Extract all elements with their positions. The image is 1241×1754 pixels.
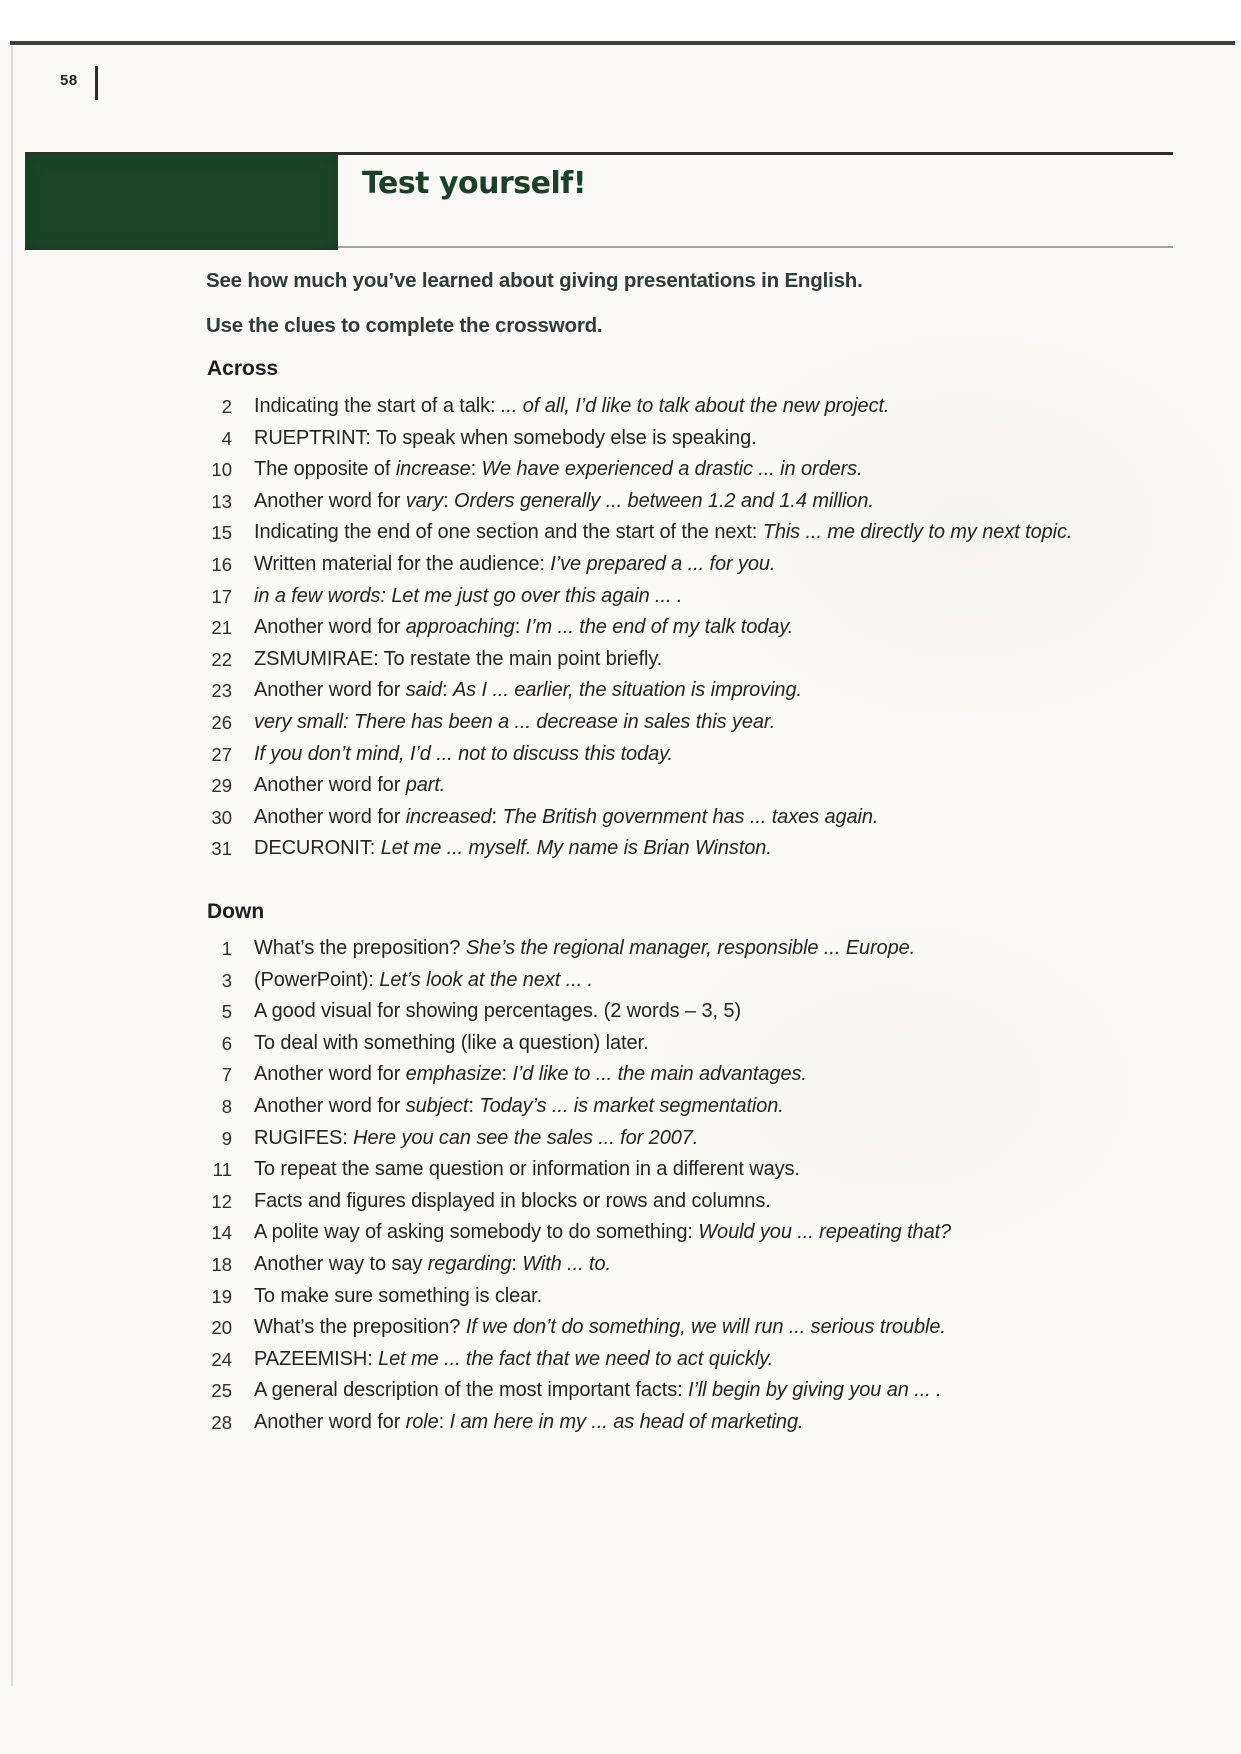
page-number: 58 [60,72,78,89]
clue-text: To deal with something (like a question) later. [254,1031,649,1054]
clue-number: 26 [211,711,232,733]
clue-row [206,802,1072,834]
across-clues [206,391,1072,865]
clue-text: A polite way of asking somebody to do something: Would you ... repeating that? [254,1221,952,1244]
clue-number: 3 [221,969,232,991]
clue-number: 22 [211,648,232,670]
clue-number: 2 [221,396,232,417]
title-band-green-box [25,153,338,250]
clue-number: 17 [211,585,232,607]
clue-text: Indicating the end of one section and the start of the next: This ... me directly to my next topic. [254,521,1073,544]
clue-row [206,965,951,997]
clue-text: Facts and figures displayed in blocks or rows and columns. [254,1189,771,1212]
clue-number: 18 [211,1253,232,1275]
clue-row [206,1217,951,1249]
clue-number: 8 [221,1095,232,1117]
clue-number: 9 [221,1127,232,1149]
clue-text: Written material for the audience: I’ve prepared a ... for you. [254,552,776,575]
clue-text: If you don’t mind, I’d ... not to discuss this today. [254,742,673,765]
clue-row [206,996,951,1028]
clue-text: in a few words: Let me just go over this again ... . [254,584,683,607]
clue-row [206,707,1072,739]
clue-text: The opposite of increase: We have experienced a drastic ... in orders. [254,458,863,481]
clue-text: Another word for subject: Today’s ... is market segmentation. [254,1094,784,1117]
clue-row [206,739,1072,771]
clue-row [206,1281,951,1313]
clue-number: 25 [211,1380,232,1402]
clue-number: 10 [211,459,232,481]
clue-row [206,675,1072,707]
clue-text: To make sure something is clear. [254,1284,543,1307]
down-heading: Down [207,900,265,923]
clue-row [206,1059,951,1091]
clue-number: 14 [211,1222,232,1244]
clue-number: 1 [221,938,232,959]
clue-text: Another word for part. [254,774,446,797]
clue-number: 16 [211,553,232,575]
clue-row [206,1407,951,1439]
clue-number: 6 [221,1032,232,1054]
clue-row [206,581,1072,613]
clue-row [206,1091,951,1123]
clue-row [206,549,1072,581]
page-edge-line [11,46,13,1686]
clue-text: DECURONIT: Let me ... myself. My name is Brian Winston. [254,837,772,860]
clue-text: Indicating the start of a talk: ... of all, I’d like to talk about the new project. [254,395,890,417]
clue-number: 5 [221,1001,232,1023]
clue-row [206,933,951,965]
clue-number: 21 [211,617,232,639]
top-rule [10,41,1235,45]
intro-line-2: Use the clues to complete the crossword. [206,314,603,337]
clue-number: 31 [211,838,232,860]
clue-row [206,1123,951,1155]
down-clues [206,933,951,1439]
clue-row [206,391,1072,423]
clue-number: 30 [211,806,232,828]
clue-number: 20 [211,1317,232,1339]
clue-text: What’s the preposition? She’s the regional manager, responsible ... Europe. [254,937,916,959]
clue-text: Another word for role: I am here in my ... as head of marketing. [254,1410,804,1433]
clue-number: 13 [211,490,232,512]
page-title: Test yourself! [362,166,587,201]
clue-row [206,454,1072,486]
clue-text: To repeat the same question or information in a different ways. [254,1158,800,1181]
clue-text: Another word for vary: Orders generally ... between 1.2 and 1.4 million. [254,489,874,512]
clue-row [206,423,1072,455]
clue-number: 12 [211,1190,232,1212]
clue-number: 27 [211,743,232,765]
clue-row [206,770,1072,802]
clue-text: A general description of the most important facts: I’ll begin by giving you an ... . [254,1379,942,1402]
scan-top-margin [0,0,1241,40]
clue-text: RUEPTRINT: To speak when somebody else is speaking. [254,426,757,449]
clue-row [206,1375,951,1407]
clue-row [206,612,1072,644]
clue-text: Another word for said: As I ... earlier, the situation is improving. [254,679,802,702]
clue-text: A good visual for showing percentages. (2 words – 3, 5) [254,1000,742,1023]
clue-row [206,1312,951,1344]
clue-row [206,644,1072,676]
clue-row [206,1028,951,1060]
clue-row [206,486,1072,518]
clue-text: very small: There has been a ... decrease in sales this year. [254,710,776,733]
clue-number: 15 [211,522,232,544]
clue-number: 11 [212,1159,232,1181]
clue-number: 24 [211,1348,232,1370]
clue-text: PAZEEMISH: Let me ... the fact that we need to act quickly. [254,1347,774,1370]
clue-text: Another word for emphasize: I’d like to ... the main advantages. [254,1063,807,1086]
across-heading: Across [207,357,279,380]
page-number-divider [95,66,98,100]
clue-row [206,1154,951,1186]
clue-number: 19 [211,1285,232,1307]
intro-text [206,258,863,348]
clue-text: What’s the preposition? If we don’t do something, we will run ... serious trouble. [254,1316,946,1339]
clue-row [206,833,1072,865]
clue-text: Another way to say regarding: With ... to. [254,1252,611,1275]
clue-text: Another word for approaching: I’m ... the end of my talk today. [254,616,794,639]
title-underline-rule [338,246,1173,248]
clue-number: 29 [211,775,232,797]
clue-row [206,1186,951,1218]
clue-number: 4 [221,427,232,449]
intro-line-1: See how much you’ve learned about giving presentations in English. [206,269,863,292]
clue-text: Another word for increased: The British government has ... taxes again. [254,805,879,828]
clue-number: 23 [211,680,232,702]
clue-row [206,1344,951,1376]
clue-number: 28 [211,1411,232,1433]
clue-number: 7 [221,1064,232,1086]
clue-text: (PowerPoint): Let’s look at the next ... . [254,968,593,991]
clue-row [206,517,1072,549]
clue-row [206,1249,951,1281]
clue-text: ZSMUMIRAE: To restate the main point briefly. [254,647,663,670]
clue-text: RUGIFES: Here you can see the sales ... for 2007. [254,1126,699,1149]
